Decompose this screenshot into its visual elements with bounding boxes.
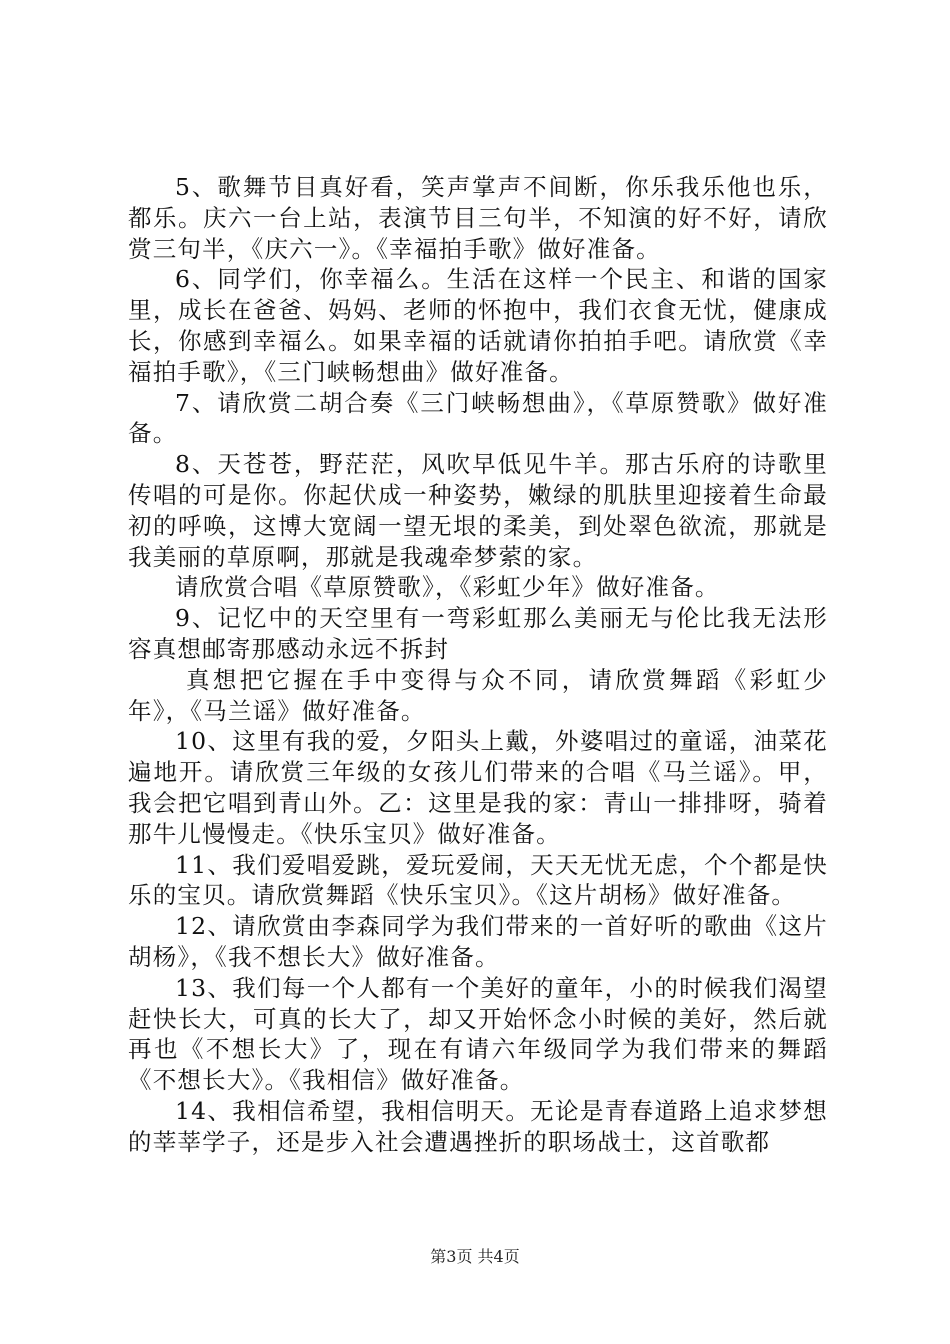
page-footer: 第3页 共4页 <box>430 1247 520 1266</box>
paragraph-13: 13、我们每一个人都有一个美好的童年，小的时候我们渴望赶快长大，可真的长大了，却又开始怀念小时候的美好，然后就再也《不想长大》了，现在有请六年级同学为我们带来的舞蹈《不想长大》。《我相信》做好准备。 <box>128 973 828 1095</box>
paragraph-9-continued: 真想把它握在手中变得与众不同，请欣赏舞蹈《彩虹少年》，《马兰谣》做好准备。 <box>128 665 828 725</box>
paragraph-14: 14、我相信希望，我相信明天。无论是青春道路上追求梦想的莘莘学子，还是步入社会遭遇挫折的职场战士，这首歌都 <box>128 1096 828 1156</box>
paragraph-8: 8、天苍苍，野茫茫，风吹早低见牛羊。那古乐府的诗歌里传唱的可是你。你起伏成一种姿势，嫩绿的肌肤里迎接着生命最初的呼唤，这博大宽阔一望无垠的柔美，到处翠色欲流，那就是我美丽的草原啊，那就是我魂牵梦萦的家。 <box>128 450 828 571</box>
paragraph-9: 9、记忆中的天空里有一弯彩虹那么美丽无与伦比我无法形容真想邮寄那感动永远不拆封 <box>128 604 828 663</box>
body-text <box>128 172 828 1158</box>
paragraph-11: 11、我们爱唱爱跳，爱玩爱闹，天天无忧无虑，个个都是快乐的宝贝。请欣赏舞蹈《快乐宝贝》。《这片胡杨》做好准备。 <box>128 850 828 910</box>
paragraph-5: 5、歌舞节目真好看，笑声掌声不间断，你乐我乐他也乐，都乐。庆六一台上站，表演节目三句半，不知演的好不好，请欣赏三句半，《庆六一》。《幸福拍手歌》做好准备。 <box>128 173 828 263</box>
paragraph-8-continued: 请欣赏合唱《草原赞歌》，《彩虹少年》做好准备。 <box>175 573 720 602</box>
paragraph-10: 10、这里有我的爱，夕阳头上戴，外婆唱过的童谣，油菜花遍地开。请欣赏三年级的女孩儿们带来的合唱《马兰谣》。甲，我会把它唱到青山外。乙：这里是我的家：青山一排排呀，骑着那牛儿慢慢走。《快乐宝贝》做好准备。 <box>128 727 828 848</box>
paragraph-6: 6、同学们，你幸福么。生活在这样一个民主、和谐的国家里，成长在爸爸、妈妈、老师的怀抱中，我们衣食无忧，健康成长，你感到幸福么。如果幸福的话就请你拍拍手吧。请欣赏《幸福拍手歌》，《三门峡畅想曲》做好准备。 <box>128 265 828 386</box>
paragraph-7: 7、请欣赏二胡合奏《三门峡畅想曲》，《草原赞歌》做好准备。 <box>128 388 828 448</box>
paragraph-12: 12、请欣赏由李森同学为我们带来的一首好听的歌曲《这片胡杨》，《我不想长大》做好准备。 <box>128 912 828 971</box>
